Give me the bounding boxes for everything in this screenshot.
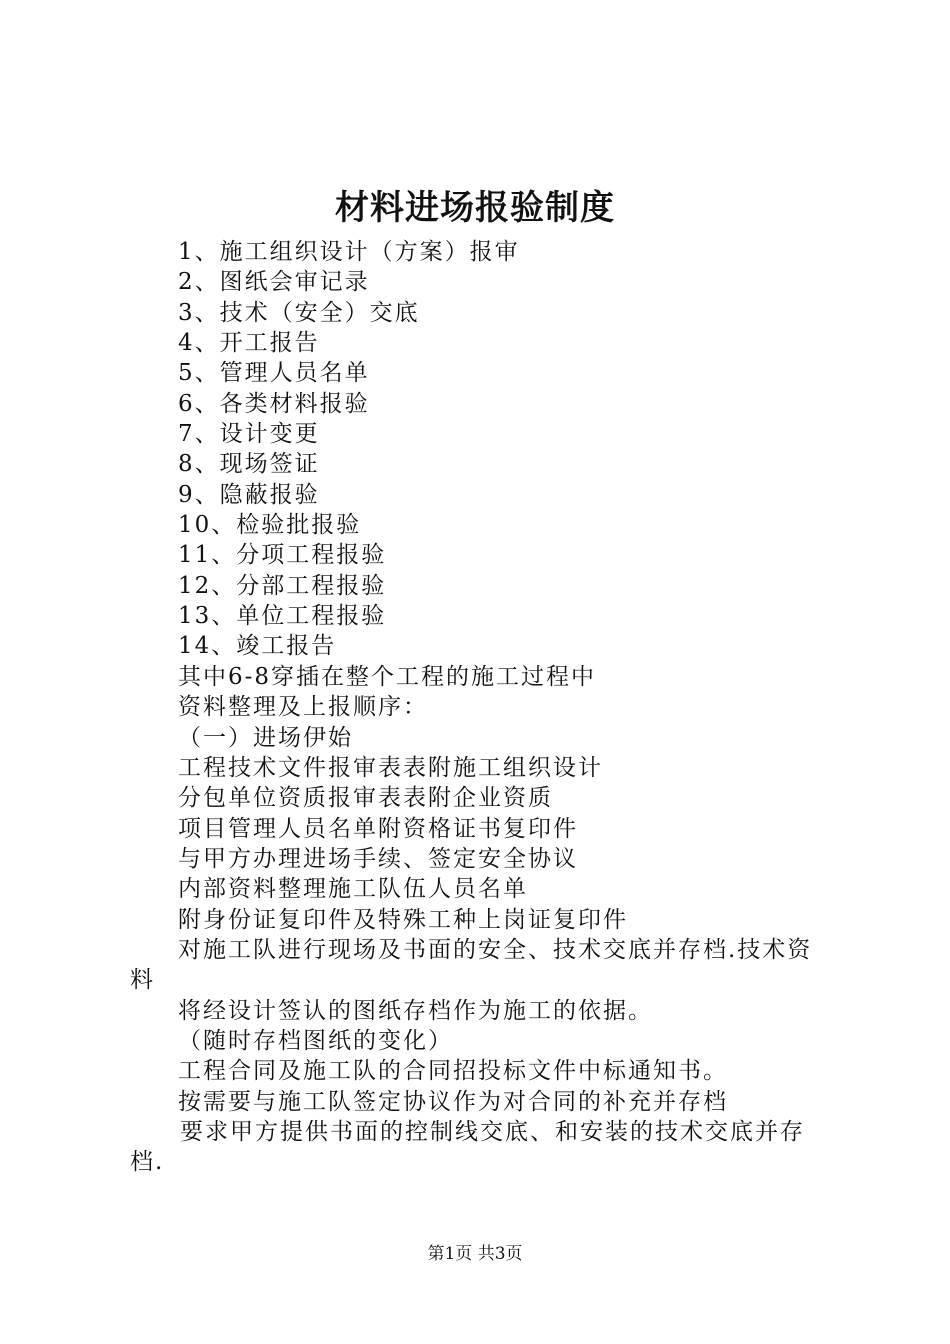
document-body [130,237,840,1178]
list-item: 4、开工报告 [178,330,320,357]
list-item: 5、管理人员名单 [178,360,370,387]
list-item: 9、隐蔽报验 [178,481,320,508]
section-line: 附身份证复印件及特殊工种上岗证复印件 [178,906,628,933]
section-line: 工程技术文件报审表表附施工组织设计 [178,754,603,781]
paragraph-continuation: 料 [130,967,155,994]
paragraph-line: 要求甲方提供书面的控制线交底、和安装的技术交底并存 [180,1118,805,1145]
list-item: 8、现场签证 [178,451,320,478]
section-line: 内部资料整理施工队伍人员名单 [178,876,528,903]
paragraph-line: 对施工队进行现场及书面的安全、技术交底并存档.技术资 [178,936,813,963]
list-item: 3、技术（安全）交底 [178,299,420,326]
list-item: 1、施工组织设计（方案）报审 [178,239,520,265]
paragraph-line: 按需要与施工队签定协议作为对合同的补充并存档 [178,1088,728,1115]
paragraph-line: 将经设计签认的图纸存档作为施工的依据。 [178,997,653,1024]
paragraph-line: 工程合同及施工队的合同招投标文件中标通知书。 [178,1058,728,1085]
list-item: 6、各类材料报验 [178,390,370,417]
paragraph-line: （随时存档图纸的变化） [178,1027,453,1054]
section-line: 分包单位资质报审表表附企业资质 [178,785,553,812]
list-item: 2、图纸会审记录 [178,269,370,296]
list-item: 11、分项工程报验 [178,542,387,569]
list-item: 7、设计变更 [178,421,320,448]
paragraph-continuation: 档. [130,1149,165,1176]
section-heading: （一）进场伊始 [178,724,353,751]
order-heading: 资料整理及上报顺序： [178,694,428,721]
page-footer: 第1页 共3页 [427,1244,523,1264]
list-item: 14、竣工报告 [178,633,337,660]
list-item: 10、检验批报验 [178,512,362,539]
section-line: 项目管理人员名单附资格证书复印件 [178,815,578,842]
list-item: 13、单位工程报验 [178,603,387,630]
section-line: 与甲方办理进场手续、签定安全协议 [178,845,578,872]
note-line: 其中6-8穿插在整个工程的施工过程中 [178,663,597,690]
list-item: 12、分部工程报验 [178,572,387,599]
document-title: 材料进场报验制度 [335,188,615,228]
